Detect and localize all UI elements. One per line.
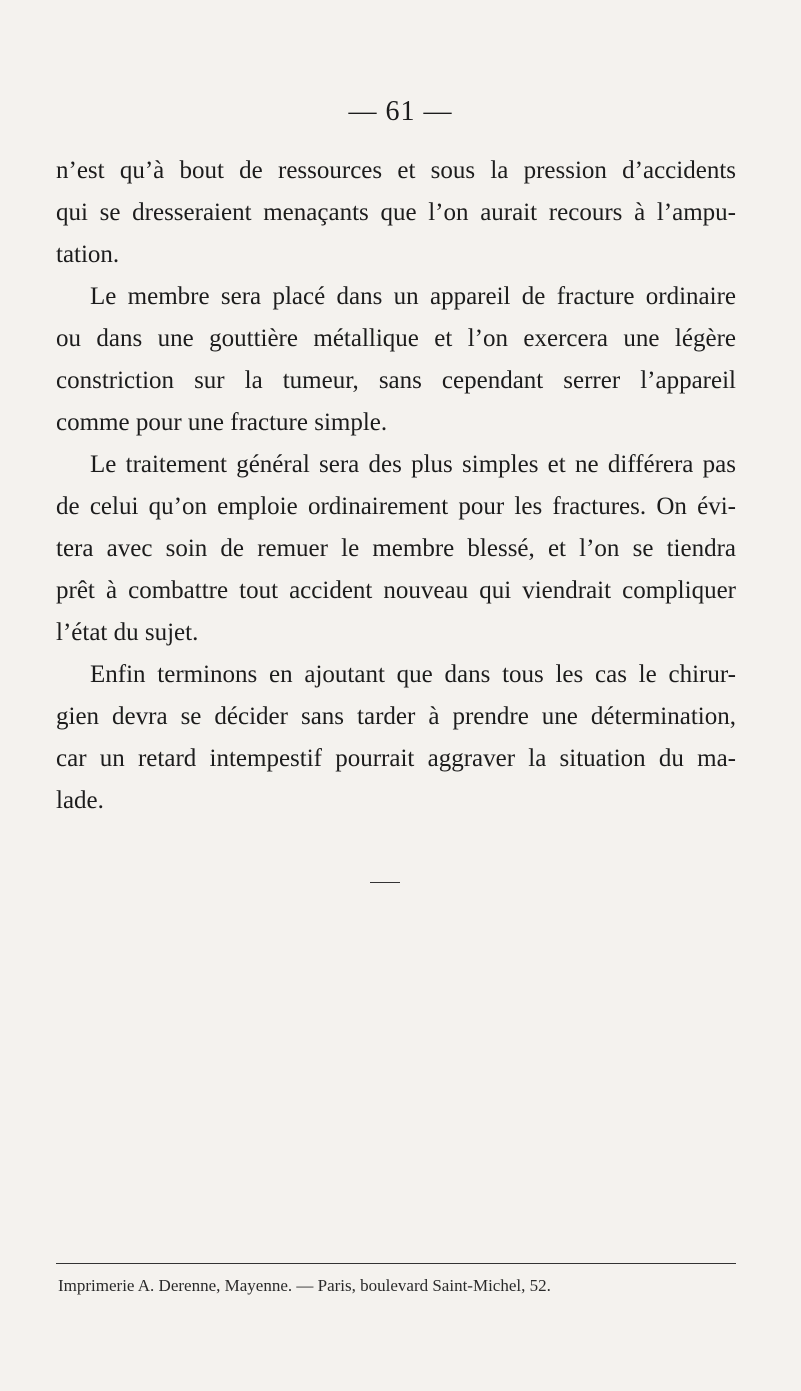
paragraph [56, 444, 736, 654]
body-text [56, 150, 736, 822]
text-line: tation. [56, 241, 120, 268]
page-number: — 61 — [348, 96, 453, 127]
text-line: n’est qu’à bout de ressources et sous la pression d’accidents [56, 157, 736, 184]
text-line: lade. [56, 787, 104, 814]
paragraph [56, 276, 736, 444]
text-line: tera avec soin de remuer le membre blessé, et l’on se tiendra [56, 535, 736, 562]
text-line: Le membre sera placé dans un appareil de fracture ordinaire [90, 283, 736, 310]
text-line: comme pour une fracture simple. [56, 409, 388, 436]
text-line: constriction sur la tumeur, sans cependant serrer l’appareil [56, 367, 736, 394]
printer-imprint: Imprimerie A. Derenne, Mayenne. — Paris, boulevard Saint-Michel, 52. [58, 1276, 551, 1295]
text-line: qui se dresseraient menaçants que l’on aurait recours à l’ampu- [56, 199, 736, 226]
text-line: l’état du sujet. [56, 619, 199, 646]
text-line: de celui qu’on emploie ordinairement pour les fractures. On évi- [56, 493, 736, 520]
text-line: Le traitement général sera des plus simples et ne différera pas [90, 451, 736, 478]
text-line: gien devra se décider sans tarder à prendre une détermination, [56, 703, 736, 730]
footer-divider [56, 1263, 736, 1264]
section-divider [370, 882, 400, 883]
paragraph [56, 150, 736, 276]
text-line: car un retard intempestif pourrait aggraver la situation du ma- [56, 745, 736, 772]
text-line: ou dans une gouttière métallique et l’on exercera une légère [56, 325, 736, 352]
paragraph [56, 654, 736, 822]
text-line: prêt à combattre tout accident nouveau qui viendrait compliquer [56, 577, 736, 604]
text-line: Enfin terminons en ajoutant que dans tous les cas le chirur- [90, 661, 736, 688]
